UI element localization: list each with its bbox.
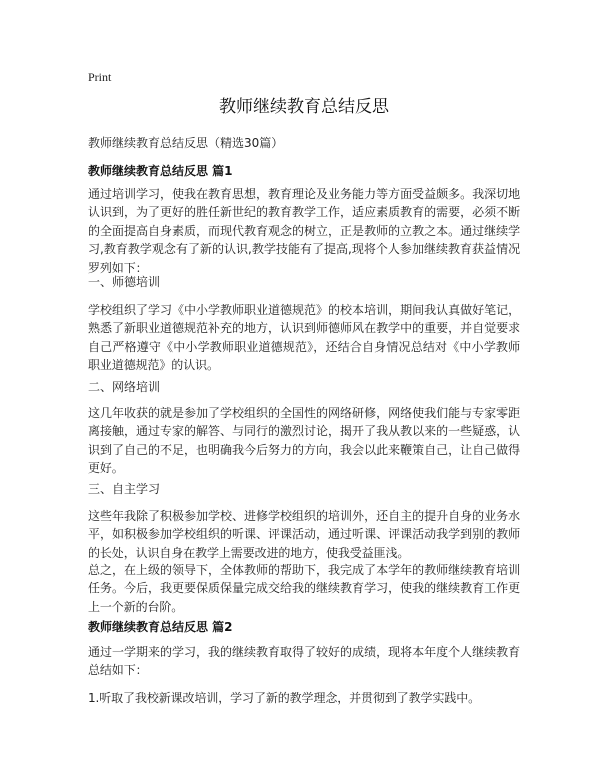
subheading-ethics-training: 一、师德培训 <box>88 275 161 289</box>
subheading-self-study: 三、自主学习 <box>88 482 161 496</box>
section-heading-1: 教师继续教育总结反思 篇1 <box>88 164 233 178</box>
section-heading-2: 教师继续教育总结反思 篇2 <box>88 620 233 634</box>
list-item-1: 1.听取了我校新课改培训，学习了新的教学理念，并贯彻到了教学实践中。 <box>88 691 481 705</box>
paragraph-intro: 通过培训学习，使我在教育思想，教育理论及业务能力等方面受益颇多。我深切地认识到，为了更好的胜任新世纪的教育教学工作，适应素质教育的需要，必须不断的全面提高自身素质，而现代教育观念的树立，正是教师的立教之本。通过继续学习,教育教学观念有了新的认识,教学技能有了提高,现将个人参加继续教育获益情况罗列如下： <box>88 187 520 275</box>
subheading-online-training: 二、网络培训 <box>88 380 161 394</box>
document-subtitle: 教师继续教育总结反思（精选30篇） <box>88 136 284 150</box>
paragraph-section2-intro: 通过一学期来的学习，我的继续教育取得了较好的成绩，现将本年度个人继续教育总结如下： <box>88 645 520 678</box>
paragraph-online-training: 这几年收获的就是参加了学校组织的全国性的网络研修，网络使我们能与专家零距离接触，通过专家的解答、与同行的激烈讨论，揭开了我从教以来的一些疑惑，认识到了自己的不足，也明确我今后努力的方向，我会以此来鞭策自己，让自己做得更好。 <box>88 406 520 476</box>
paragraph-ethics-training: 学校组织了学习《中小学教师职业道德规范》的校本培训，期间我认真做好笔记，熟悉了新职业道德规范补充的地方，认识到师德师风在教学中的重要，并自觉要求自己严格遵守《中小学教师职业道德规范》，还结合自身情况总结对《中小学教师职业道德规范》的认识。 <box>88 303 520 373</box>
print-link[interactable]: Print <box>88 70 112 84</box>
page-title: 教师继续教育总结反思 <box>219 97 389 117</box>
paragraph-self-study: 这些年我除了积极参加学校、进修学校组织的培训外，还自主的提升自身的业务水平，如积极参加学校组织的听课、评课活动，通过听课、评课活动我学到别的教师的长处，认识自身在教学上需要改进的地方，使我受益匪浅。 <box>88 509 520 560</box>
paragraph-summary: 总之，在上级的领导下，全体教师的帮助下，我完成了本学年的教师继续教育培训任务。今后，我更要保质保量完成交给我的继续教育学习，使我的继续教育工作更上一个新的台阶。 <box>88 563 520 614</box>
